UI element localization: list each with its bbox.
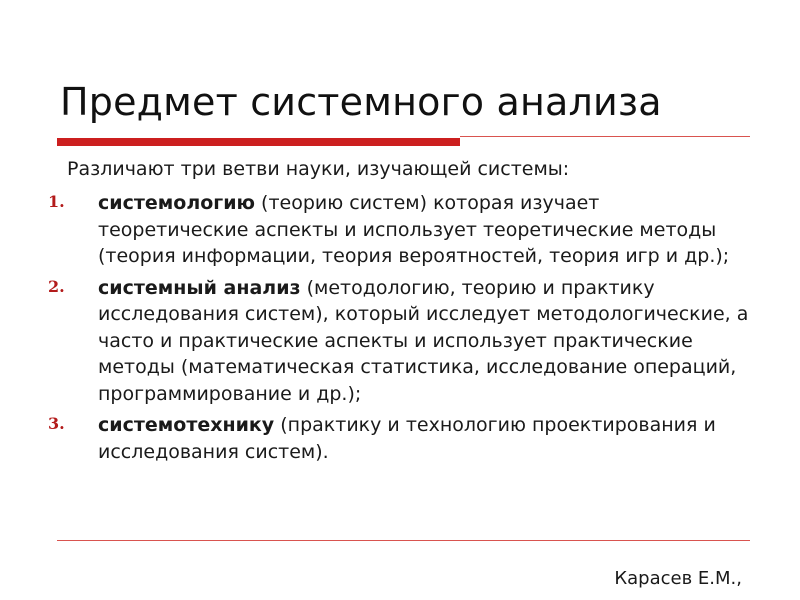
list-item bbox=[40, 190, 750, 270]
list-item-number: 1. bbox=[48, 192, 65, 211]
list-item-term: системный анализ bbox=[98, 276, 301, 299]
list-item-description: (теорию систем) которая изучает теоретические аспекты и использует теоретические методы (теория информации, теория вероятностей, теория игр и др.); bbox=[98, 192, 730, 267]
list-item-text bbox=[98, 190, 750, 270]
list-item-number: 2. bbox=[48, 276, 65, 296]
branches-list bbox=[40, 190, 750, 470]
list-item-description: (методологию, теорию и практику исследования систем), который исследует методологические, а часто и практические аспекты и использует практические методы (математическая статистика, исследование операций, программирование и др.); bbox=[98, 276, 749, 405]
intro-text: Различают три ветви науки, изучающей системы: bbox=[67, 158, 570, 180]
list-item-text bbox=[98, 412, 750, 465]
list-item-term: системотехнику bbox=[98, 414, 275, 436]
title-underline-thin bbox=[460, 136, 750, 137]
list-item-description: (практику и технологию проектирования и исследования систем). bbox=[98, 414, 716, 463]
footer-divider bbox=[57, 540, 750, 541]
list-item-term: системологию bbox=[98, 192, 256, 214]
slide-title: Предмет системного анализа bbox=[60, 80, 662, 124]
list-item bbox=[40, 412, 750, 465]
author-footer: Карасев Е.М., bbox=[614, 568, 742, 589]
list-item-text bbox=[98, 275, 750, 408]
title-underline-thick bbox=[57, 138, 460, 146]
list-item-number: 3. bbox=[48, 414, 65, 433]
list-item bbox=[40, 275, 750, 408]
